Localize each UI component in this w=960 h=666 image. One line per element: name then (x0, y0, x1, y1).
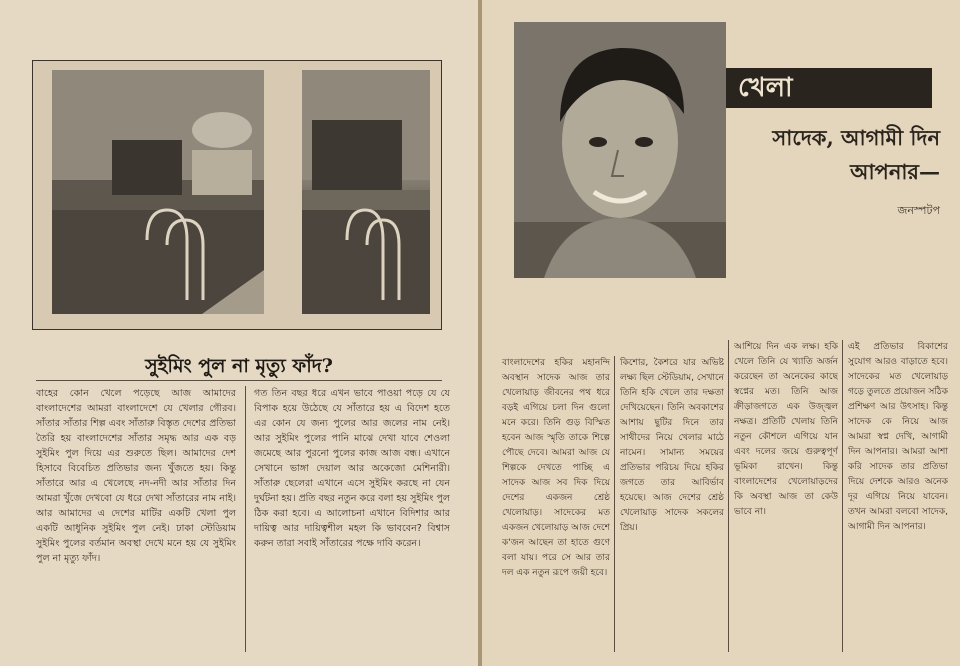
right-column-divider-1 (614, 356, 615, 652)
player-portrait-photo (514, 22, 726, 278)
right-column-4 (848, 340, 948, 656)
right-column-3 (734, 340, 838, 656)
headline-rule (36, 380, 442, 381)
left-page (0, 0, 479, 666)
right-column-1 (502, 356, 610, 656)
article-byline: জনস্পটপ (897, 204, 940, 217)
swimming-pool-photo-1 (52, 70, 264, 314)
article-title-line-1: সাদেক, আগামী দিন (772, 125, 940, 150)
left-column-1-text: বাহের কোন খেলে পড়েছে আজ আমাদের বাংলাদেশের আমরা বাংলাদেশে যে খেলার গৌরব। সাঁতার সাঁতার শিল্প এবং সাঁতারু বিস্তৃত দেশের প্রতিভা তৈরি হয় বাংলাদেশের সাঁতার সমৃদ্ধ আর এক বড় সুইমিং পুল দিয়ে এর শুরুতে ছিল। আমাদের দেশ হিসাবে বিবেচিত প্রতিভার জন্য খুঁজতে হয়। কিন্তু সাঁতারে আর এ খেলেছে নদ-নদী আর সাঁতার দিন আমরা খুঁজে দেখবো যে ধরে দেখা সাঁতারের নাম নাই। আর আমাদের এ দেশের মাটির একটি খেলা পুল একটি আধুনিক সুইমিং পুল নেই। ঢাকা স্টেডিয়াম সুইমিং পুলের বর্তমান অবস্থা দেখে মনে হয় যে সুইমিং পুল না মৃত্যু ফাঁদ। (36, 388, 236, 564)
right-column-divider-3 (842, 340, 843, 652)
article-headline: সুইমিং পুল না মৃত্যু ফাঁদ? (145, 355, 333, 377)
right-column-1-text: বাংলাদেশের হকির মহানন্দি অবস্থান সাদেক আজ তার খেলোয়াড় জীবনের পথ ধরে বড়ই এগিয়ে চলা দিন গুলো মনে করে। তিনি গুড় বিস্মিত হবেন আজ স্মৃতি তাকে শিল্পে পৌছে দেবে। আমরা আজ যে শিল্পকে দেখতে পাচ্ছি এ সাদেক আজ সব দিক দিয়ে দেশের একজন শ্রেষ্ঠ খেলোয়াড়। সাদেকের মত একজন খেলোয়াড় আজ দেশে ক'জন আছেন তা হাতে গুণে বলা যায়। পরে সে আর তার দল এক নতুন রূপে জয়ী হবে। (502, 358, 610, 578)
right-column-3-text: আশিয়ে দিন এক লক্ষ। হকি খেলে তিনি যে খ্যাতি অর্জন করেছেন তা অনেকের কাছে স্বপ্নের মত। তিনি আজ ক্রীড়াজগতে এক উজ্জ্বল নক্ষত্র। প্রতিটি খেলায় তিনি নতুন কৌশলে এগিয়ে যান এবং দলের জয়ে গুরুত্বপূর্ণ ভূমিকা রাখেন। কিন্তু বাংলাদেশের খেলোয়াড়দের কি অবস্থা আজ তা কেউ ভাবে না। (734, 342, 838, 517)
right-column-2-text: কিশোর, কৈশরে যার অভিষ্ট লক্ষ্য ছিল স্টেডিয়াম, সেখানে তিনি হকি খেলে তার দক্ষতা দেখিয়েছেন। তিনি অবকাশের আশায় ছুটির দিনে তার সাথীদের নিয়ে খেলার মাঠে নামেন। সামান্য সময়ের প্রতিভার পরিচয় দিয়ে হকির জগতে তার আবির্ভাব হয়েছে। আজ দেশের শ্রেষ্ঠ খেলোয়াড় সাদেক সকলের প্রিয়। (620, 358, 724, 533)
swimming-pool-photo-2 (302, 70, 430, 314)
left-column-divider (245, 386, 246, 652)
article-title-line-2: আপনার— (850, 159, 940, 184)
left-column-1 (36, 386, 236, 656)
left-column-2 (254, 386, 450, 656)
right-column-2 (620, 356, 724, 656)
right-column-4-text: এই প্রতিভার বিকাশের সুযোগ আরও বাড়াতে হবে। সাদেকের মত খেলোয়াড় গড়ে তুলতে প্রয়োজন সঠিক প্রশিক্ষণ আর উৎসাহ। কিন্তু সাদেক কে নিয়ে আজ আমরা স্বপ্ন দেখি, আগামী দিন আপনার। আমরা আশা করি সাদেক তার প্রতিভা দিয়ে দেশকে আরও অনেক দূর এগিয়ে নিয়ে যাবেন। তখন আমরা বলবো সাদেক, আগামী দিন আপনার। (848, 342, 948, 532)
section-label-sports: খেলা (726, 68, 932, 108)
right-column-divider-2 (728, 340, 729, 652)
left-column-2-text: গত তিন বছর ধরে এখন ভাবে পাওয়া পড়ে যে যে বিপাক হয়ে উঠেছে যে সাঁতারে হয় এ বিদেশ হতে এর কোন যে জন্য পুলের আর জলের নাম নেই। আর সুইমিং পুলের পানি মাঝে দেখা যাবে শেওলা জমেছে আর পুরনো পুলের কাজ আজ বন্ধ। এখানে সেখানে ভাঙ্গা দেয়াল আর অকেজো মেশিনারী। সাঁতারু ছেলেরা এখানে এসে সুইমিং করছে না যেন দুর্ঘটনা হয়। প্রতি বছর নতুন করে বলা হয় সুইমিং পুল ঠিক করা হবে। এ আলোচনা এখানে বিদিশার আর দায়িত্ব আর দায়িত্বশীল মহল কি ভাববেন? বিশ্বাস করুন তারা সবাই সাঁতারের পক্ষে দাবি করেন। (254, 388, 450, 549)
